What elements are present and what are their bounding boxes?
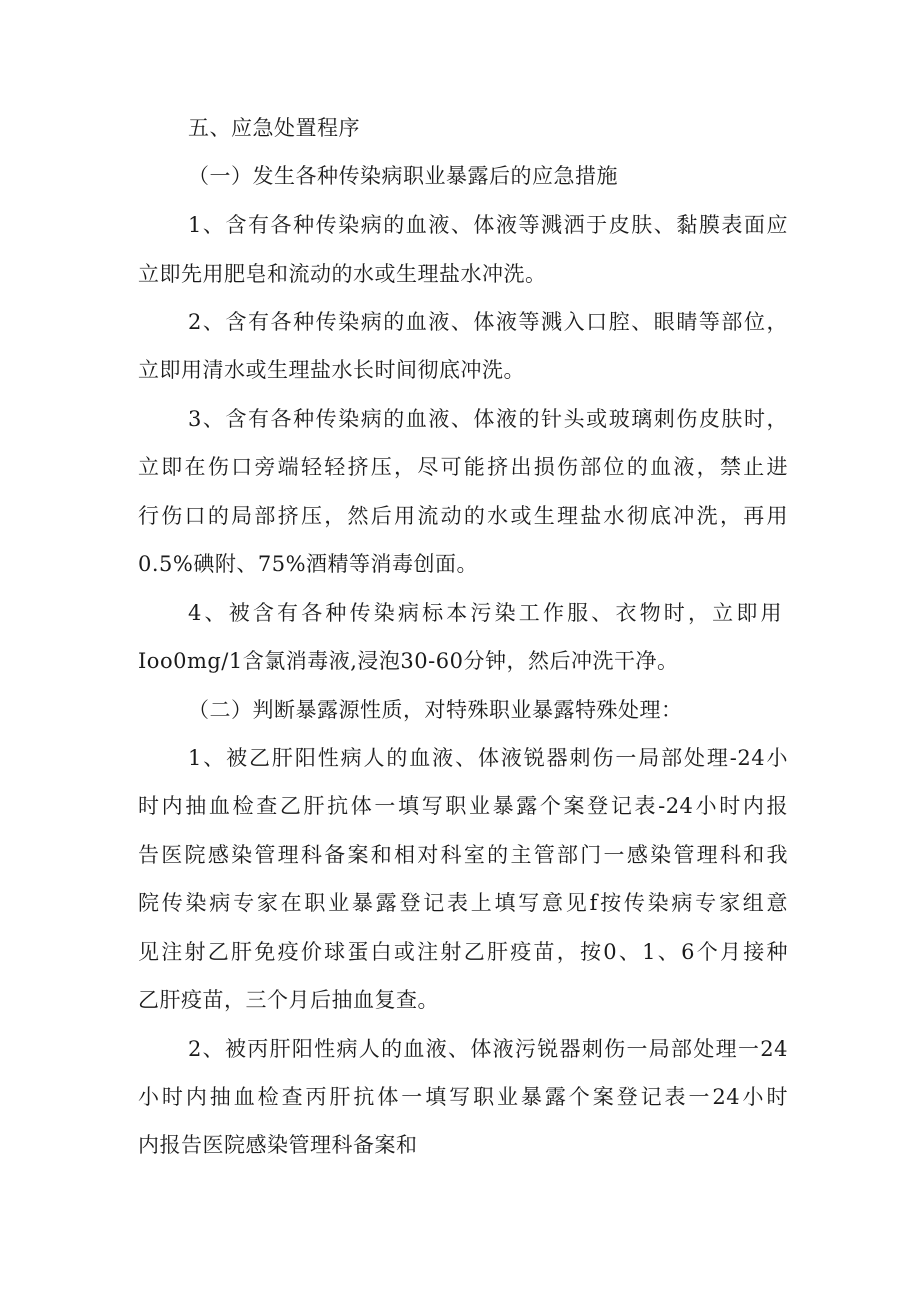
paragraph-1-3-line-1: 3、含有各种传染病的血液、体液的针头或玻璃刺伤皮肤时， bbox=[188, 407, 788, 431]
paragraph-2-2-line-1: 2、被丙肝阳性病人的血液、体液污锐器刺伤一局部处理一24 bbox=[188, 1037, 788, 1061]
paragraph-1-1-line-2: 立即先用肥皂和流动的水或生理盐水冲洗。 bbox=[138, 262, 547, 286]
paragraph-2-1-line-6: 乙肝疫苗，三个月后抽血复查。 bbox=[138, 988, 439, 1012]
paragraph-1-4-line-1: 4、被含有各种传染病标本污染工作服、衣物时，立即用 bbox=[188, 601, 782, 625]
subsection-heading-1: （一）发生各种传染病职业暴露后的应急措施 bbox=[188, 164, 618, 188]
paragraph-1-4-line-2: Ioo0mg/1含氯消毒液,浸泡30-60分钟，然后冲洗干净。 bbox=[138, 649, 679, 673]
paragraph-1-3-line-3: 行伤口的局部挤压，然后用流动的水或生理盐水彻底冲洗，再用 bbox=[138, 504, 788, 528]
paragraph-1-2-line-2: 立即用清水或生理盐水长时间彻底冲洗。 bbox=[138, 358, 525, 382]
paragraph-1-3-line-4: 0.5%碘附、75%酒精等消毒创面。 bbox=[138, 552, 479, 576]
paragraph-1-3-line-2: 立即在伤口旁端轻轻挤压，尽可能挤出损伤部位的血液，禁止进 bbox=[138, 455, 788, 479]
paragraph-2-2-line-3: 内报告医院感染管理科备案和 bbox=[138, 1133, 418, 1157]
paragraph-1-1-line-1: 1、含有各种传染病的血液、体液等溅洒于皮肤、黏膜表面应 bbox=[188, 213, 788, 237]
paragraph-2-1-line-2: 时内抽血检查乙肝抗体一填写职业暴露个案登记表-24小时内报 bbox=[138, 794, 788, 818]
subsection-heading-2: （二）判断暴露源性质，对特殊职业暴露特殊处理： bbox=[188, 698, 683, 722]
paragraph-2-1-line-1: 1、被乙肝阳性病人的血液、体液锐器刺伤一局部处理-24小 bbox=[188, 746, 788, 770]
paragraph-1-2-line-1: 2、含有各种传染病的血液、体液等溅入口腔、眼睛等部位， bbox=[188, 310, 788, 334]
paragraph-2-1-line-3: 告医院感染管理科备案和相对科室的主管部门一感染管理科和我 bbox=[138, 843, 788, 867]
paragraph-2-1-line-5: 见注射乙肝免疫价球蛋白或注射乙肝疫苗，按0、1、6个月接种 bbox=[138, 940, 788, 964]
paragraph-2-1-line-4: 院传染病专家在职业暴露登记表上填写意见f按传染病专家组意 bbox=[138, 891, 788, 915]
paragraph-2-2-line-2: 小时内抽血检查丙肝抗体一填写职业暴露个案登记表一24小时 bbox=[138, 1085, 788, 1109]
section-heading: 五、应急处置程序 bbox=[188, 116, 360, 140]
